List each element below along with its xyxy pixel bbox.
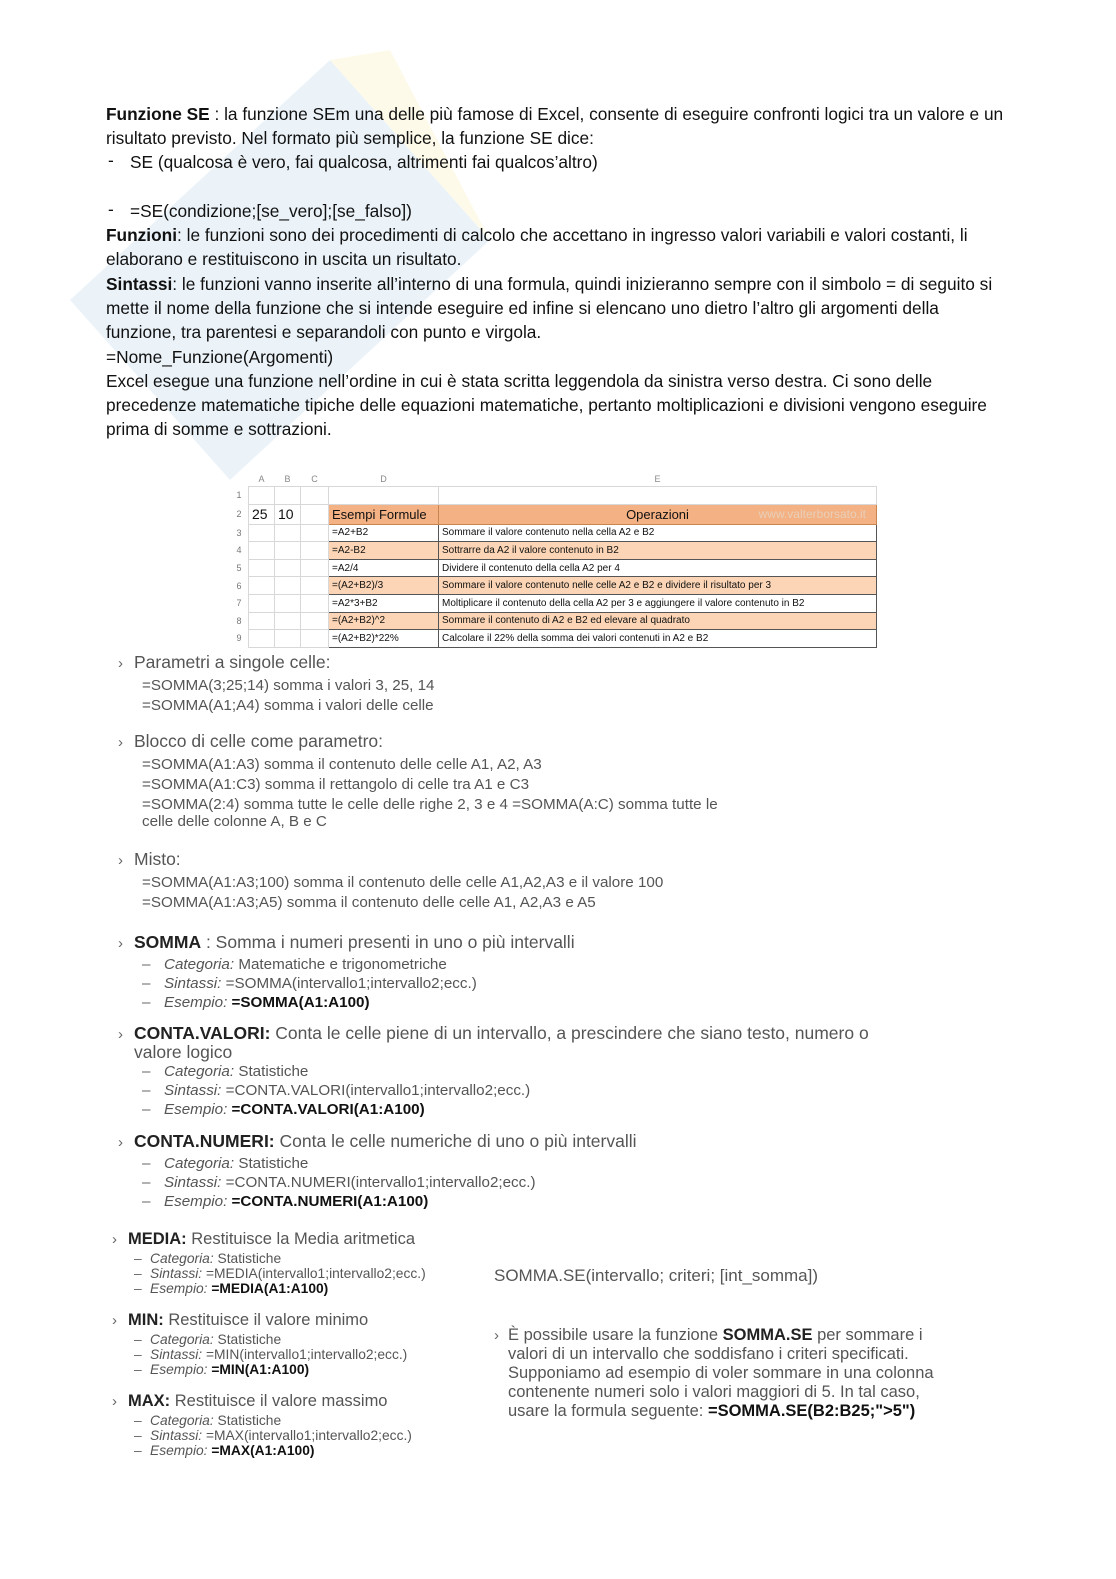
sheet-row-9 bbox=[230, 630, 877, 648]
chevron-right-icon: › bbox=[112, 1231, 117, 1248]
min-categoria: Statistiche bbox=[217, 1332, 282, 1347]
func-conta-numeri: › CONTA.NUMERI: Conta le celle numeriche di uno o più intervalli – Categoria: Statistiche – Sintassi: =CONTA.NUMERI(intervallo1;intervallo2;ecc.) – Esempio: =CONTA.NUMERI(A1:A100) bbox=[118, 1131, 637, 1210]
row-num: 9 bbox=[236, 633, 242, 644]
label-sintassi: Sintassi: bbox=[150, 1347, 203, 1362]
min-desc: Restituisce il valore minimo bbox=[163, 1311, 369, 1329]
cn-sintassi: =CONTA.NUMERI(intervallo1;intervallo2;ecc.) bbox=[225, 1174, 536, 1191]
chevron-right-icon: › bbox=[118, 1134, 123, 1151]
col-d: D bbox=[380, 474, 387, 484]
spreadsheet-example bbox=[230, 472, 882, 644]
formula-cell: =(A2+B2)/3 bbox=[329, 577, 439, 595]
sommase-l3: Supponiamo ad esempio di voler sommare in una colonna bbox=[508, 1364, 934, 1382]
min-esempio: =MIN(A1:A100) bbox=[211, 1362, 310, 1377]
col-c: C bbox=[311, 474, 318, 484]
sommase-l5b: =SOMMA.SE(B2:B25;">5") bbox=[707, 1402, 916, 1420]
media-sintassi: =MEDIA(intervallo1;intervallo2;ecc.) bbox=[206, 1266, 426, 1281]
chevron-right-icon: › bbox=[112, 1312, 117, 1329]
label-categoria: Categoria: bbox=[164, 1155, 235, 1172]
column-headers bbox=[230, 472, 877, 487]
label-categoria: Categoria: bbox=[164, 956, 235, 973]
cell-a2: 25 bbox=[249, 504, 275, 524]
somma-esempio: =SOMMA(A1:A100) bbox=[231, 994, 370, 1011]
media-categoria: Statistiche bbox=[217, 1251, 282, 1266]
row-num: 1 bbox=[236, 490, 242, 501]
row-num: 6 bbox=[236, 580, 242, 591]
operation-cell: Sommare il valore contenuto nelle celle A2 e B2 e dividere il risultato per 3 bbox=[439, 577, 877, 595]
row-num: 2 bbox=[236, 509, 242, 520]
label-categoria: Categoria: bbox=[150, 1332, 214, 1347]
params-block-3: =SOMMA(2:4) somma tutte le celle delle righe 2, 3 e 4 =SOMMA(A:C) somma tutte le bbox=[142, 796, 718, 813]
label-sintassi: Sintassi: bbox=[164, 975, 222, 992]
sommase-l2: valori di un intervallo che soddisfano i criteri specificati. bbox=[508, 1345, 909, 1363]
max-name: MAX: bbox=[128, 1392, 171, 1410]
chevron-right-icon: › bbox=[112, 1393, 117, 1410]
sommase-p1b: SOMMA.SE bbox=[722, 1326, 813, 1344]
params-single-title: Parametri a singole celle: bbox=[134, 652, 331, 672]
max-esempio: =MAX(A1:A100) bbox=[211, 1443, 315, 1458]
col-e: E bbox=[654, 474, 661, 484]
operation-cell: Dividere il contenuto della cella A2 per 4 bbox=[439, 559, 877, 577]
somma-desc: : Somma i numeri presenti in uno o più intervalli bbox=[201, 932, 575, 952]
max-desc: Restituisce il valore massimo bbox=[170, 1392, 388, 1410]
sheet-row-5 bbox=[230, 559, 877, 577]
sheet-row-4 bbox=[230, 542, 877, 560]
row-num: 5 bbox=[236, 563, 242, 574]
max-categoria: Statistiche bbox=[217, 1413, 282, 1428]
cn-name: CONTA.NUMERI: bbox=[134, 1131, 275, 1151]
func-conta-valori: › CONTA.VALORI: Conta le celle piene di un intervallo, a prescindere che siano testo, numero o valore logico – Categoria: Statistiche – Sintassi: =CONTA.VALORI(intervallo1;intervallo2;ecc.) – Esempio: =CONTA.VALORI(A1:A100) bbox=[118, 1023, 869, 1118]
funzioni-title: Funzioni bbox=[106, 225, 178, 245]
sheet-row-7 bbox=[230, 594, 877, 612]
operation-cell: Sommare il valore contenuto nella cella A2 e B2 bbox=[439, 524, 877, 542]
cv-esempio: =CONTA.VALORI(A1:A100) bbox=[231, 1101, 425, 1118]
row-num: 7 bbox=[236, 598, 242, 609]
sintassi-title: Sintassi bbox=[106, 274, 173, 294]
header-operazioni-text: Operazioni bbox=[626, 506, 689, 522]
sommase-description bbox=[494, 1326, 934, 1421]
label-sintassi: Sintassi: bbox=[150, 1428, 203, 1443]
func-max: › MAX: Restituisce il valore massimo – Categoria: Statistiche – Sintassi: =MAX(intervallo1;intervallo2;ecc.) – Esempio: =MAX(A1:A100) bbox=[112, 1392, 412, 1458]
operation-cell: Moltiplicare il contenuto della cella A2 per 3 e aggiungere il valore contenuto in B2 bbox=[439, 594, 877, 612]
formula-cell: =A2+B2 bbox=[329, 524, 439, 542]
params-misto-1: =SOMMA(A1:A3;100) somma il contenuto delle celle A1,A2,A3 e il valore 100 bbox=[142, 874, 664, 891]
cn-categoria: Statistiche bbox=[238, 1155, 309, 1172]
chevron-right-icon: › bbox=[118, 734, 123, 751]
params-misto-title: Misto: bbox=[134, 849, 181, 869]
params-block-4: celle delle colonne A, B e C bbox=[142, 813, 327, 830]
header-esempi-formule: Esempi Formule bbox=[329, 504, 439, 524]
somma-name: SOMMA bbox=[134, 932, 202, 952]
params-single bbox=[118, 652, 434, 714]
chevron-right-icon: › bbox=[494, 1327, 499, 1344]
cv-desc: Conta le celle piene di un intervallo, a prescindere che siano testo, numero o bbox=[270, 1023, 869, 1043]
func-min: › MIN: Restituisce il valore minimo – Categoria: Statistiche – Sintassi: =MIN(intervallo1;intervallo2;ecc.) – Esempio: =MIN(A1:A100) bbox=[112, 1311, 408, 1377]
label-categoria: Categoria: bbox=[150, 1413, 214, 1428]
row-num: 8 bbox=[236, 615, 242, 626]
sommase-p1c: per sommare i bbox=[812, 1326, 923, 1344]
params-single-2: =SOMMA(A1;A4) somma i valori delle celle bbox=[142, 697, 434, 714]
label-sintassi: Sintassi: bbox=[150, 1266, 203, 1281]
cv-sintassi: =CONTA.VALORI(intervallo1;intervallo2;ecc.) bbox=[225, 1082, 531, 1099]
cv-desc-2: valore logico bbox=[134, 1042, 233, 1062]
chevron-right-icon: › bbox=[118, 852, 123, 869]
formula-cell: =(A2+B2)*22% bbox=[329, 630, 439, 648]
se-title: Funzione SE bbox=[106, 104, 210, 124]
excel-paragraph: Excel esegue una funzione nell’ordine in cui è stata scritta leggendola da sinistra verso destra. Ci sono delle precedenze matematiche tipiche delle equazioni matematiche, pertanto moltiplicazioni e divisioni vengono eseguire prima di somme e sottrazioni. bbox=[106, 371, 987, 440]
func-media: › MEDIA: Restituisce la Media aritmetica – Categoria: Statistiche – Sintassi: =MEDIA(intervallo1;intervallo2;ecc.) – Esempio: =MEDIA(A1:A100) bbox=[112, 1230, 426, 1296]
params-block-1: =SOMMA(A1:A3) somma il contenuto delle celle A1, A2, A3 bbox=[142, 756, 542, 773]
se-text: : la funzione SEm una delle più famose di Excel, consente di eseguire confronti logici tra un valore e un risultato previsto. Nel formato più semplice, la funzione SE dice: bbox=[106, 104, 1004, 149]
funzioni-paragraph bbox=[106, 223, 1006, 271]
sheet-row-1 bbox=[230, 487, 877, 505]
cell-b2: 10 bbox=[275, 504, 301, 524]
media-name: MEDIA: bbox=[128, 1230, 187, 1248]
row-num: 3 bbox=[236, 527, 242, 538]
params-misto bbox=[118, 849, 663, 911]
label-sintassi: Sintassi: bbox=[164, 1082, 222, 1099]
min-sintassi: =MIN(intervallo1;intervallo2;ecc.) bbox=[206, 1347, 408, 1362]
chevron-right-icon: › bbox=[118, 655, 123, 672]
formula-cell: =(A2+B2)^2 bbox=[329, 612, 439, 630]
cn-desc: Conta le celle numeriche di uno o più intervalli bbox=[274, 1131, 637, 1151]
label-esempio: Esempio: bbox=[164, 994, 228, 1011]
label-esempio: Esempio: bbox=[150, 1443, 208, 1458]
col-b: B bbox=[284, 474, 291, 484]
label-categoria: Categoria: bbox=[150, 1251, 214, 1266]
chevron-right-icon: › bbox=[118, 1026, 123, 1043]
formula-cell: =A2/4 bbox=[329, 559, 439, 577]
nome-funzione: =Nome_Funzione(Argomenti) bbox=[106, 347, 334, 367]
somma-categoria: Matematiche e trigonometriche bbox=[238, 956, 447, 973]
funzioni-text: : le funzioni sono dei procedimenti di calcolo che accettano in ingresso valori variabili e valori costanti, li elaborano e restituiscono in uscita un risultato. bbox=[106, 225, 968, 270]
params-block bbox=[118, 731, 718, 830]
sintassi-paragraph bbox=[106, 272, 1006, 345]
se-bullet-2-text: =SE(condizione;[se_vero];[se_falso]) bbox=[130, 201, 412, 222]
se-bullet-2 bbox=[106, 199, 1030, 223]
sommase-p1a: È possibile usare la funzione bbox=[508, 1326, 723, 1344]
sommase-l4: contenente numeri solo i valori maggiori di 5. In tal caso, bbox=[508, 1383, 920, 1401]
cn-esempio: =CONTA.NUMERI(A1:A100) bbox=[231, 1193, 429, 1210]
col-a: A bbox=[258, 474, 265, 484]
sommase-l5a: usare la formula seguente: bbox=[508, 1402, 708, 1420]
site-watermark: www.valterborsato.it bbox=[758, 506, 866, 521]
label-esempio: Esempio: bbox=[150, 1281, 208, 1296]
min-name: MIN: bbox=[128, 1311, 164, 1329]
label-esempio: Esempio: bbox=[164, 1101, 228, 1118]
formula-cell: =A2*3+B2 bbox=[329, 594, 439, 612]
operation-cell: Sommare il contenuto di A2 e B2 ed elevare al quadrato bbox=[439, 612, 877, 630]
sheet-row-3 bbox=[230, 524, 877, 542]
sommase-syntax bbox=[494, 1266, 818, 1286]
cv-name: CONTA.VALORI: bbox=[134, 1023, 271, 1043]
label-esempio: Esempio: bbox=[150, 1362, 208, 1377]
chevron-right-icon: › bbox=[118, 935, 123, 952]
se-paragraph bbox=[106, 102, 1006, 150]
se-bullet-1-text: SE (qualcosa è vero, fai qualcosa, altrimenti fai qualcos’altro) bbox=[130, 152, 598, 172]
sintassi-text: : le funzioni vanno inserite all’interno di una formula, quindi inizieranno sempre con il simbolo = di seguito si mette il nome della funzione che si intende eseguire ed infine si elencano uno dietro l’altro gli argomenti della funzione, tra parentesi e separandoli con punto e virgola. bbox=[106, 274, 993, 343]
sheet-row-8 bbox=[230, 612, 877, 630]
se-bullet-1 bbox=[106, 150, 1030, 174]
operation-cell: Calcolare il 22% della somma dei valori contenuti in A2 e B2 bbox=[439, 630, 877, 648]
params-single-1: =SOMMA(3;25;14) somma i valori 3, 25, 14 bbox=[142, 677, 435, 694]
params-misto-2: =SOMMA(A1:A3;A5) somma il contenuto delle celle A1, A2,A3 e A5 bbox=[142, 894, 596, 911]
params-block-title: Blocco di celle come parametro: bbox=[134, 731, 383, 751]
params-block-2: =SOMMA(A1:C3) somma il rettangolo di celle tra A1 e C3 bbox=[142, 776, 530, 793]
somma-sintassi: =SOMMA(intervallo1;intervallo2;ecc.) bbox=[225, 975, 477, 992]
operation-cell: Sottrarre da A2 il valore contenuto in B2 bbox=[439, 542, 877, 560]
label-esempio: Esempio: bbox=[164, 1193, 228, 1210]
max-sintassi: =MAX(intervallo1;intervallo2;ecc.) bbox=[206, 1428, 412, 1443]
sheet-row-6 bbox=[230, 577, 877, 595]
cv-categoria: Statistiche bbox=[238, 1063, 309, 1080]
formula-cell: =A2-B2 bbox=[329, 542, 439, 560]
header-operazioni bbox=[439, 504, 877, 524]
media-desc: Restituisce la Media aritmetica bbox=[186, 1230, 416, 1248]
row-num: 4 bbox=[236, 545, 242, 556]
media-esempio: =MEDIA(A1:A100) bbox=[211, 1281, 329, 1296]
sheet-row-2 bbox=[230, 504, 877, 524]
sommase-syntax-text: SOMMA.SE(intervallo; criteri; [int_somma]) bbox=[494, 1266, 819, 1285]
label-categoria: Categoria: bbox=[164, 1063, 235, 1080]
func-somma: › SOMMA : Somma i numeri presenti in uno o più intervalli – Categoria: Matematiche e trigonometriche – Sintassi: =SOMMA(intervallo1;intervallo2;ecc.) – Esempio: =SOMMA(A1:A100) bbox=[118, 932, 575, 1011]
label-sintassi: Sintassi: bbox=[164, 1174, 222, 1191]
